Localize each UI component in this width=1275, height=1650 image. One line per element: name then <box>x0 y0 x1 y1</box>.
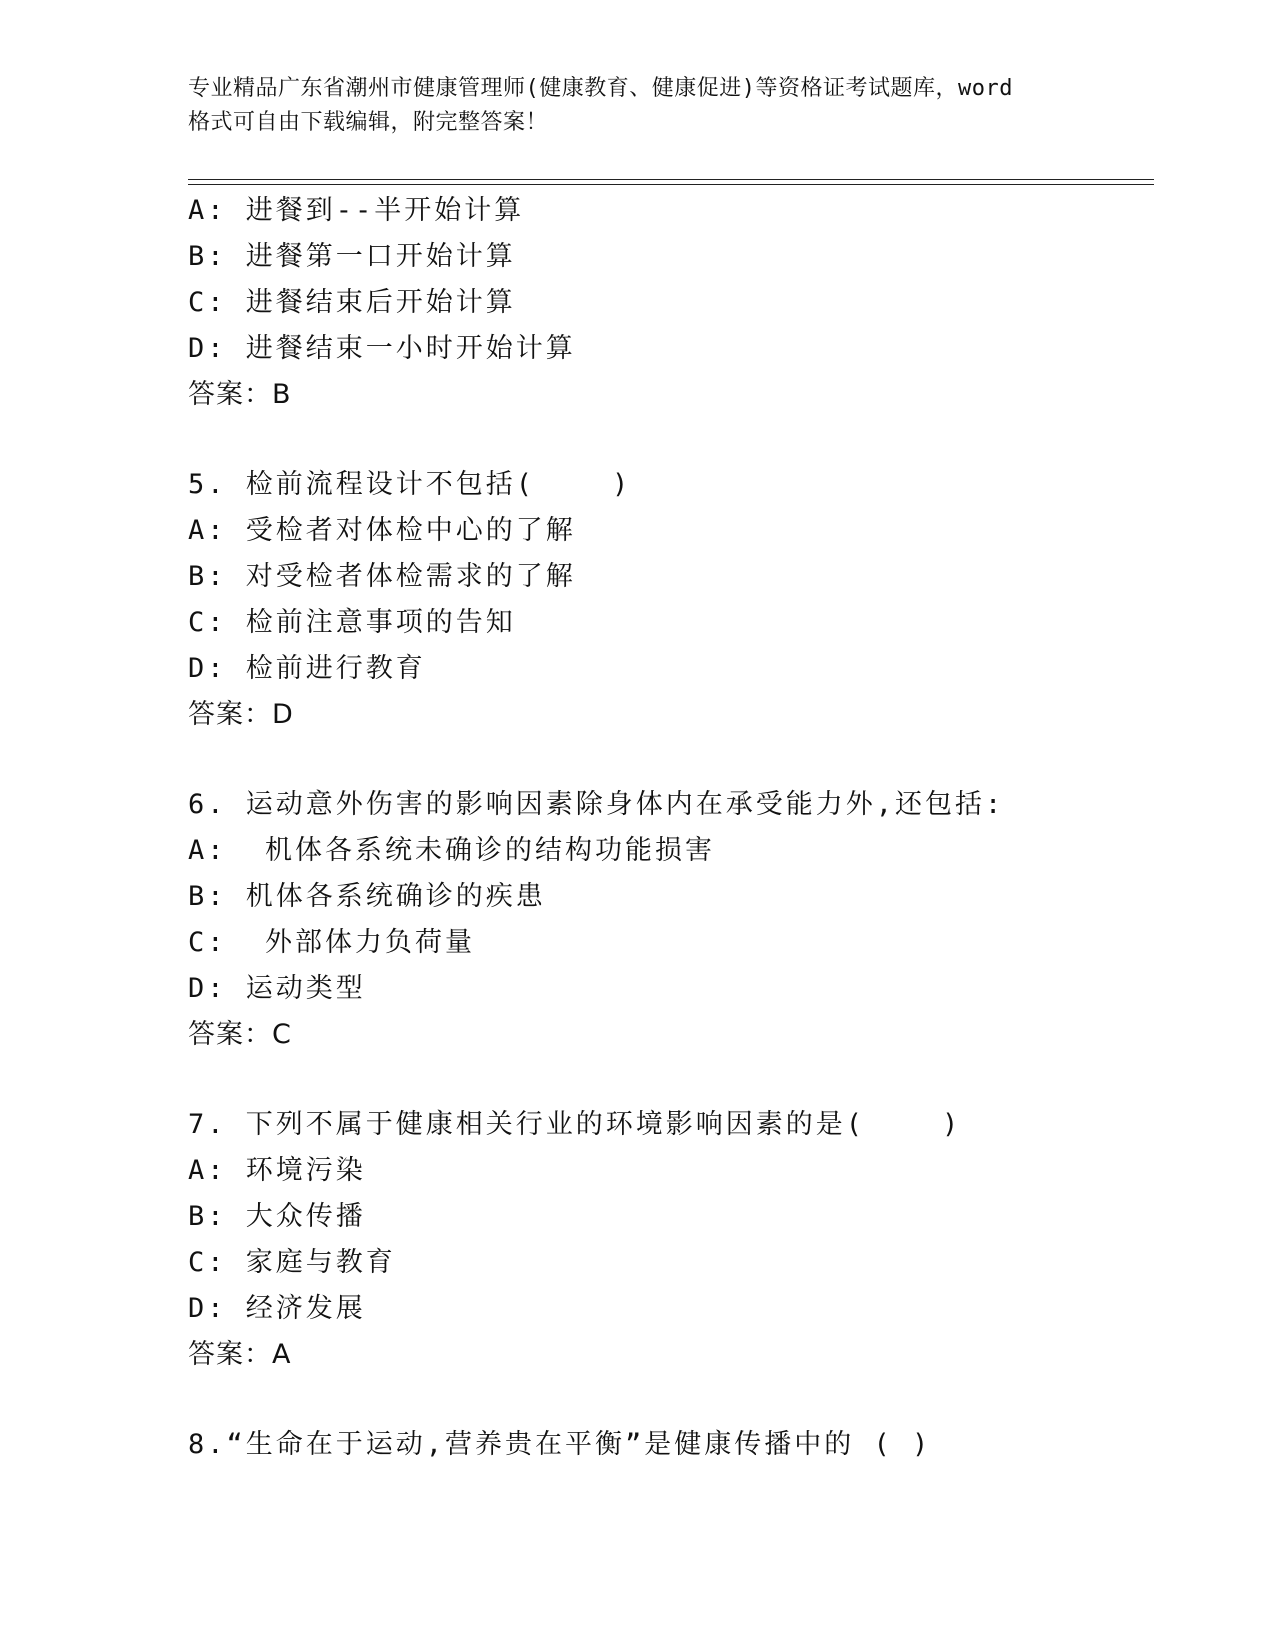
option-b: B: 大众传播 <box>188 1201 366 1232</box>
question-6 <box>188 782 1168 1058</box>
option-d: D: 经济发展 <box>188 1293 366 1324</box>
option-b: B: 对受检者体检需求的了解 <box>188 561 576 592</box>
option-c: C: 家庭与教育 <box>188 1247 396 1278</box>
header-rule-top <box>188 179 1154 180</box>
answer: 答案：B <box>188 379 292 410</box>
option-a: A: 机体各系统未确诊的结构功能损害 <box>188 835 716 866</box>
header-line-1: 专业精品广东省潮州市健康管理师(健康教育、健康促进)等资格证考试题库，word <box>188 76 1013 101</box>
question-8 <box>188 1422 1168 1468</box>
document-header <box>188 72 1088 140</box>
option-a: A: 受检者对体检中心的了解 <box>188 515 576 546</box>
option-b: B: 机体各系统确诊的疾患 <box>188 881 546 912</box>
option-a: A: 环境污染 <box>188 1155 366 1186</box>
answer: 答案：D <box>188 699 294 730</box>
option-c: C: 进餐结束后开始计算 <box>188 287 516 318</box>
question-list <box>188 188 1168 1468</box>
header-rule-bottom <box>188 184 1154 185</box>
option-d: D: 检前进行教育 <box>188 653 426 684</box>
question-4 <box>188 188 1168 418</box>
question-7 <box>188 1102 1168 1378</box>
header-line-2: 格式可自由下载编辑，附完整答案！ <box>188 110 549 135</box>
option-c: C: 检前注意事项的告知 <box>188 607 516 638</box>
question-text: 6. 运动意外伤害的影响因素除身体内在承受能力外,还包括: <box>188 789 1005 820</box>
option-c: C: 外部体力负荷量 <box>188 927 476 958</box>
question-5 <box>188 462 1168 738</box>
option-b: B: 进餐第一口开始计算 <box>188 241 516 272</box>
option-d: D: 运动类型 <box>188 973 366 1004</box>
question-text: 5. 检前流程设计不包括( ) <box>188 469 632 500</box>
answer: 答案：C <box>188 1019 292 1050</box>
answer: 答案：A <box>188 1339 292 1370</box>
option-d: D: 进餐结束一小时开始计算 <box>188 333 576 364</box>
question-text: 8.“生命在于运动,营养贵在平衡”是健康传播中的 ( ) <box>188 1429 932 1460</box>
option-a: A: 进餐到--半开始计算 <box>188 195 525 226</box>
question-text: 7. 下列不属于健康相关行业的环境影响因素的是( ) <box>188 1109 962 1140</box>
